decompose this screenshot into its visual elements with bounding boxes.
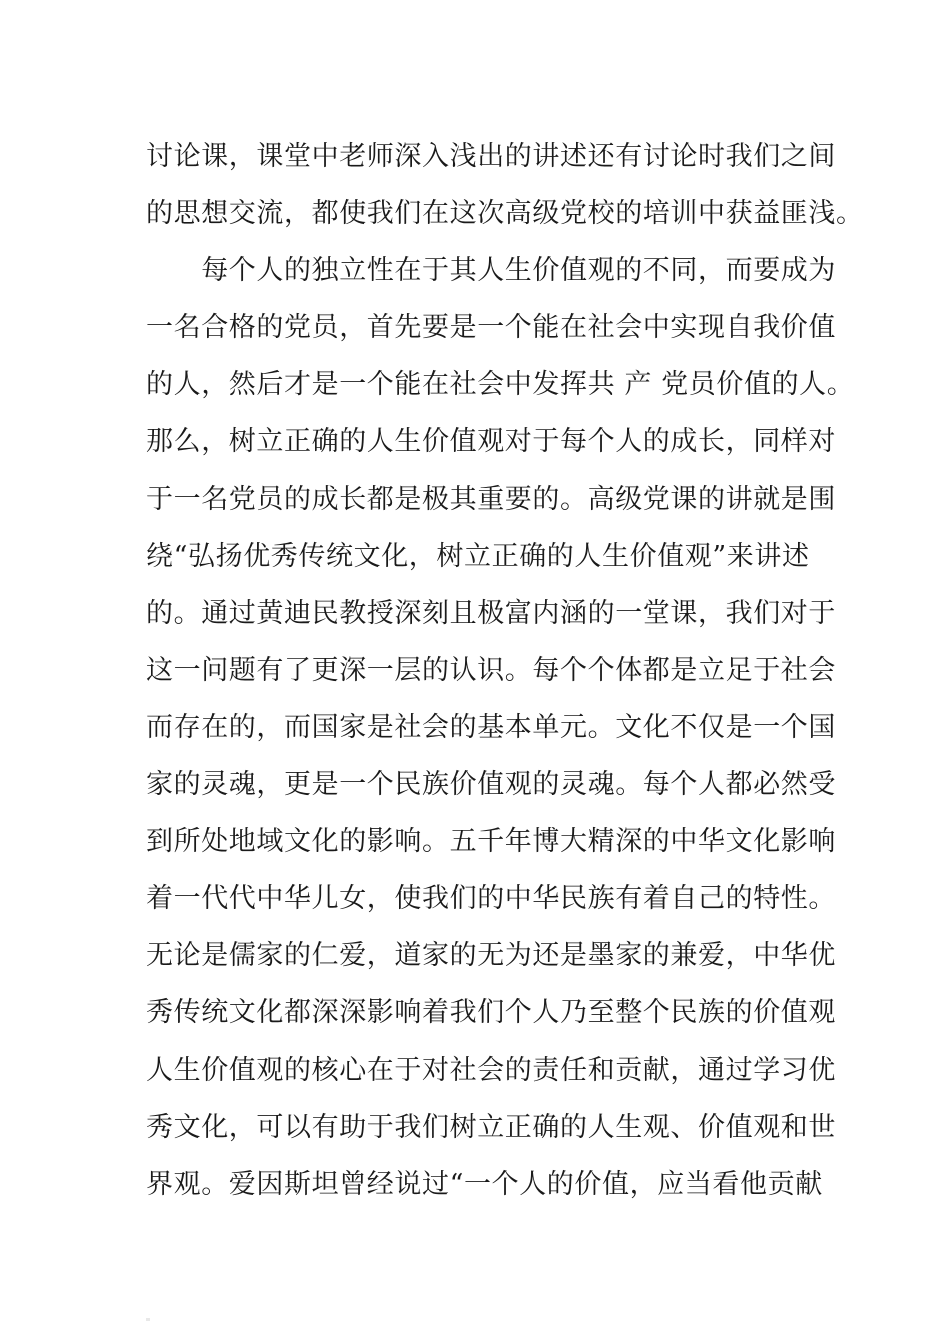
text-line: 那么，树立正确的人生价值观对于每个人的成长，同样对 xyxy=(146,426,836,458)
text-line: 而存在的，而国家是社会的基本单元。文化不仅是一个国 xyxy=(146,711,836,743)
text-line: 着一代代中华儿女，使我们的中华民族有着自己的特性。 xyxy=(146,883,836,915)
body-text xyxy=(146,128,866,1213)
text-line: 每个人的独立性在于其人生价值观的不同，而要成为 xyxy=(146,255,836,287)
text-line: 家的灵魂，更是一个民族价值观的灵魂。每个人都必然受 xyxy=(146,769,836,801)
text-line: 界观。爱因斯坦曾经说过“一个人的价值，应当看他贡献 xyxy=(146,1168,823,1200)
text-line: 的。通过黄迪民教授深刻且极富内涵的一堂课，我们对于 xyxy=(146,597,836,629)
text-line: 人生价值观的核心在于对社会的责任和贡献，通过学习优 xyxy=(146,1054,836,1086)
text-line: 讨论课，课堂中老师深入浅出的讲述还有讨论时我们之间 xyxy=(146,141,836,172)
text-line: 绕“弘扬优秀传统文化，树立正确的人生价值观”来讲述 xyxy=(146,540,810,572)
text-line: 秀传统文化都深深影响着我们个人乃至整个民族的价值观 xyxy=(146,997,836,1029)
text-line: 到所处地域文化的影响。五千年博大精深的中华文化影响 xyxy=(146,826,836,858)
text-line: 一名合格的党员，首先要是一个能在社会中实现自我价值 xyxy=(146,312,836,344)
text-line: 的人，然后才是一个能在社会中发挥共 产 党员价值的人。 xyxy=(146,369,855,401)
text-line: 无论是儒家的仁爱，道家的无为还是墨家的兼爱，中华优 xyxy=(146,940,836,972)
text-line: 的思想交流，都使我们在这次高级党校的培训中获益匪浅。 xyxy=(146,198,864,230)
page-mark xyxy=(146,1318,150,1321)
text-line: 秀文化，可以有助于我们树立正确的人生观、价值观和世 xyxy=(146,1111,836,1143)
text-line: 这一问题有了更深一层的认识。每个个体都是立足于社会 xyxy=(146,654,836,686)
text-line: 于一名党员的成长都是极其重要的。高级党课的讲就是围 xyxy=(146,483,836,515)
